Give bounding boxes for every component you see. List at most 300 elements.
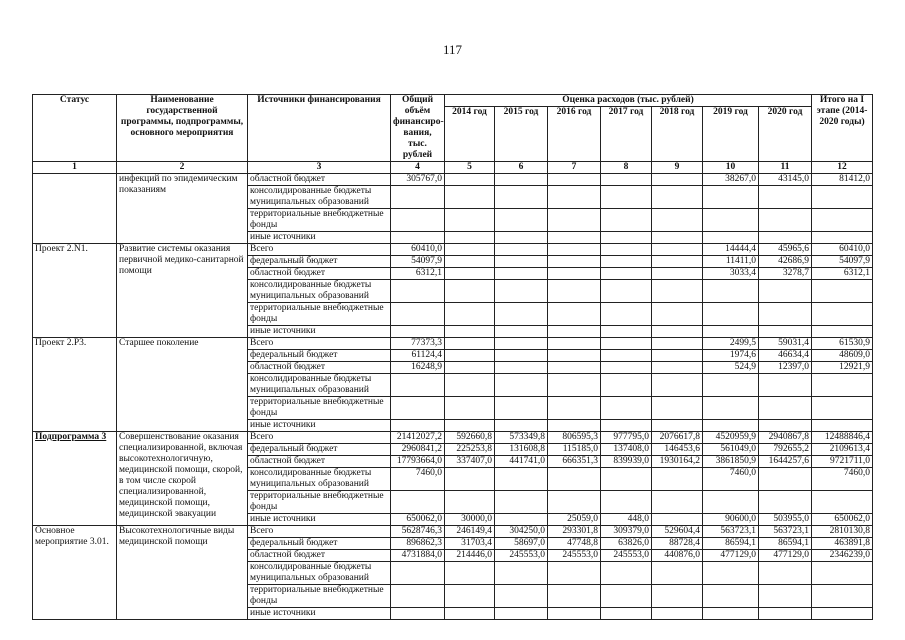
status-cell [33,174,117,244]
source-cell: иные источники [248,420,391,432]
year-value-cell [652,491,703,514]
source-cell: консолидированные бюджеты муниципальных образований [248,562,391,585]
name-cell: Развитие системы оказания первичной медико-санитарной помощи [117,244,248,338]
year-value-cell [445,326,495,338]
year-value-cell [445,374,495,397]
total-volume-cell [391,420,445,432]
year-value-cell [495,608,548,620]
year-value-cell: 47748,8 [548,538,601,550]
year-value-cell [601,468,652,491]
source-cell: Всего [248,526,391,538]
year-value-cell [495,468,548,491]
column-number: 3 [248,162,391,174]
year-value-cell [703,585,759,608]
year-value-cell [703,209,759,232]
year-value-cell: 3861850,9 [703,456,759,468]
header-status: Статус [33,95,117,162]
year-value-cell [548,374,601,397]
year-value-cell [703,397,759,420]
source-cell: иные источники [248,608,391,620]
year-value-cell [601,350,652,362]
stage-total-cell: 2346239,0 [812,550,873,562]
stage-total-cell: 48609,0 [812,350,873,362]
year-value-cell [759,209,812,232]
year-value-cell [445,186,495,209]
year-value-cell [548,303,601,326]
year-value-cell [652,562,703,585]
year-value-cell [495,397,548,420]
year-value-cell [548,174,601,186]
source-cell: областной бюджет [248,456,391,468]
year-value-cell: 529604,4 [652,526,703,538]
header-year: 2014 год [445,107,495,162]
source-cell: федеральный бюджет [248,538,391,550]
year-value-cell [445,174,495,186]
year-value-cell [445,562,495,585]
year-value-cell: 563723,1 [703,526,759,538]
stage-total-cell [812,232,873,244]
year-value-cell [495,514,548,526]
total-volume-cell: 6312,1 [391,268,445,280]
total-volume-cell: 61124,4 [391,350,445,362]
year-value-cell [495,232,548,244]
financing-table [32,94,873,620]
year-value-cell: 503955,0 [759,514,812,526]
year-value-cell [548,362,601,374]
status-cell: Проект 2.Р3. [33,338,117,432]
header-year: 2019 год [703,107,759,162]
year-value-cell [548,562,601,585]
year-value-cell: 46634,4 [759,350,812,362]
year-value-cell [759,303,812,326]
year-value-cell [703,491,759,514]
year-value-cell [445,268,495,280]
year-value-cell: 88728,4 [652,538,703,550]
year-value-cell [759,232,812,244]
year-value-cell [759,397,812,420]
year-value-cell [759,491,812,514]
year-value-cell [759,468,812,491]
year-value-cell: 131608,8 [495,444,548,456]
name-cell: Совершенствование оказания специализированной, включая высокотехнологичную, медицинской помощи, скорой, в том числе скорой специализированной, медицинской помощи, медицинской эвакуации [117,432,248,526]
year-value-cell [601,244,652,256]
stage-total-cell [812,303,873,326]
stage-total-cell [812,280,873,303]
year-value-cell [495,326,548,338]
total-volume-cell [391,374,445,397]
year-value-cell: 90600,0 [703,514,759,526]
year-value-cell [652,338,703,350]
year-value-cell [601,608,652,620]
year-value-cell [703,280,759,303]
stage-total-cell [812,608,873,620]
year-value-cell [495,280,548,303]
year-value-cell [601,268,652,280]
year-value-cell [445,256,495,268]
stage-total-cell [812,491,873,514]
year-value-cell [548,209,601,232]
year-value-cell [703,374,759,397]
year-value-cell [495,420,548,432]
year-value-cell: 2076617,8 [652,432,703,444]
year-value-cell [703,303,759,326]
column-number: 12 [812,162,873,174]
year-value-cell [703,232,759,244]
year-value-cell [445,280,495,303]
year-value-cell: 3033,4 [703,268,759,280]
source-cell: иные источники [248,326,391,338]
page-number: 117 [442,42,463,57]
source-cell: федеральный бюджет [248,444,391,456]
year-value-cell: 592660,8 [445,432,495,444]
stage-total-cell: 61530,9 [812,338,873,350]
header-year: 2020 год [759,107,812,162]
status-cell: Подпрограмма 3 [33,432,117,526]
table-row [33,244,873,256]
column-number: 2 [117,162,248,174]
source-cell: областной бюджет [248,550,391,562]
stage-total-cell: 60410,0 [812,244,873,256]
source-cell: федеральный бюджет [248,350,391,362]
year-value-cell [548,280,601,303]
table-row [33,526,873,538]
year-value-cell [652,280,703,303]
year-value-cell [495,491,548,514]
year-value-cell: 3278,7 [759,268,812,280]
year-value-cell [495,303,548,326]
year-value-cell [548,244,601,256]
year-value-cell: 337407,0 [445,456,495,468]
year-value-cell: 30000,0 [445,514,495,526]
year-value-cell [703,562,759,585]
table-row [33,174,873,186]
year-value-cell [548,350,601,362]
year-value-cell: 42686,9 [759,256,812,268]
year-value-cell: 293301,8 [548,526,601,538]
year-value-cell: 86594,1 [759,538,812,550]
total-volume-cell: 21412027,2 [391,432,445,444]
year-value-cell [548,585,601,608]
year-value-cell [652,174,703,186]
year-value-cell: 59031,4 [759,338,812,350]
header-year: 2018 год [652,107,703,162]
year-value-cell [495,174,548,186]
year-value-cell: 440876,0 [652,550,703,562]
year-value-cell [601,174,652,186]
column-number: 10 [703,162,759,174]
year-value-cell: 115185,0 [548,444,601,456]
year-value-cell [601,585,652,608]
year-value-cell: 563723,1 [759,526,812,538]
year-value-cell [759,608,812,620]
header-row-1 [33,95,873,107]
year-value-cell: 45965,6 [759,244,812,256]
year-value-cell [601,491,652,514]
total-volume-cell [391,608,445,620]
source-cell: территориальные внебюджетные фонды [248,585,391,608]
stage-total-cell [812,562,873,585]
stage-total-cell: 6312,1 [812,268,873,280]
year-value-cell [652,209,703,232]
year-value-cell [601,303,652,326]
year-value-cell: 214446,0 [445,550,495,562]
year-value-cell [652,374,703,397]
total-volume-cell: 2960841,2 [391,444,445,456]
year-value-cell [601,562,652,585]
name-cell: Старшее поколение [117,338,248,432]
stage-total-cell: 12921,9 [812,362,873,374]
year-value-cell [759,374,812,397]
year-value-cell [445,420,495,432]
year-value-cell [652,420,703,432]
source-cell: консолидированные бюджеты муниципальных образований [248,374,391,397]
year-value-cell: 4520959,9 [703,432,759,444]
year-value-cell: 25059,0 [548,514,601,526]
header-year: 2016 год [548,107,601,162]
header-stage-total: Итого на I этапе (2014-2020 годы) [812,95,873,162]
year-value-cell [445,608,495,620]
header-total-volume: Общий объём финансиро-вания, тыс. рублей [391,95,445,162]
year-value-cell [495,562,548,585]
stage-total-cell: 2810130,8 [812,526,873,538]
year-value-cell [495,268,548,280]
total-volume-cell: 650062,0 [391,514,445,526]
source-cell: иные источники [248,514,391,526]
year-value-cell [445,244,495,256]
total-volume-cell: 7460,0 [391,468,445,491]
stage-total-cell: 9721711,0 [812,456,873,468]
year-value-cell [495,256,548,268]
stage-total-cell [812,374,873,397]
total-volume-cell [391,209,445,232]
column-number: 7 [548,162,601,174]
year-value-cell [601,362,652,374]
year-value-cell [548,491,601,514]
year-value-cell: 2499,5 [703,338,759,350]
table-body [33,174,873,620]
year-value-cell: 1974,6 [703,350,759,362]
header-year: 2015 год [495,107,548,162]
year-value-cell [495,209,548,232]
year-value-cell: 792655,2 [759,444,812,456]
year-value-cell [652,256,703,268]
year-value-cell [548,268,601,280]
total-volume-cell: 54097,9 [391,256,445,268]
column-number: 5 [445,162,495,174]
source-cell: территориальные внебюджетные фонды [248,491,391,514]
total-volume-cell: 16248,9 [391,362,445,374]
year-value-cell [548,186,601,209]
total-volume-cell [391,397,445,420]
year-value-cell [759,562,812,585]
year-value-cell [652,303,703,326]
year-value-cell [445,362,495,374]
year-value-cell: 477129,0 [759,550,812,562]
year-value-cell: 977795,0 [601,432,652,444]
name-cell: инфекций по эпидемическим показаниям [117,174,248,244]
stage-total-cell [812,186,873,209]
source-cell: областной бюджет [248,362,391,374]
source-cell: территориальные внебюджетные фонды [248,303,391,326]
year-value-cell [495,350,548,362]
year-value-cell [445,397,495,420]
year-value-cell [495,244,548,256]
year-value-cell [601,232,652,244]
year-value-cell [652,514,703,526]
source-cell: территориальные внебюджетные фонды [248,209,391,232]
year-value-cell [601,338,652,350]
source-cell: Всего [248,432,391,444]
year-value-cell [601,326,652,338]
year-value-cell [601,280,652,303]
year-value-cell: 448,0 [601,514,652,526]
stage-total-cell: 650062,0 [812,514,873,526]
year-value-cell: 31703,4 [445,538,495,550]
year-value-cell: 666351,3 [548,456,601,468]
total-volume-cell [391,491,445,514]
year-value-cell [652,326,703,338]
year-value-cell: 839939,0 [601,456,652,468]
year-value-cell [495,362,548,374]
year-value-cell [548,420,601,432]
year-value-cell [548,232,601,244]
year-value-cell: 11411,0 [703,256,759,268]
year-value-cell [703,420,759,432]
year-value-cell [495,186,548,209]
year-value-cell: 12397,0 [759,362,812,374]
year-value-cell [652,244,703,256]
header-name: Наименование государственной программы, подпрограммы, основного мероприятия [117,95,248,162]
stage-total-cell: 7460,0 [812,468,873,491]
year-value-cell [548,468,601,491]
header-estimate: Оценка расходов (тыс. рублей) [445,95,812,107]
year-value-cell [652,608,703,620]
stage-total-cell: 2109613,4 [812,444,873,456]
name-cell: Высокотехнологичные виды медицинской помощи [117,526,248,620]
year-value-cell: 14444,4 [703,244,759,256]
stage-total-cell [812,209,873,232]
year-value-cell: 524,9 [703,362,759,374]
year-value-cell [652,350,703,362]
year-value-cell [703,326,759,338]
year-value-cell [703,186,759,209]
year-value-cell [652,397,703,420]
source-cell: Всего [248,244,391,256]
year-value-cell: 137408,0 [601,444,652,456]
source-cell: Всего [248,338,391,350]
year-value-cell: 225253,8 [445,444,495,456]
header-sources: Источники финансирования [248,95,391,162]
column-number: 8 [601,162,652,174]
source-cell: иные источники [248,232,391,244]
year-value-cell [759,280,812,303]
year-value-cell: 561049,0 [703,444,759,456]
year-value-cell [601,374,652,397]
year-value-cell [759,585,812,608]
year-value-cell: 38267,0 [703,174,759,186]
table-row [33,432,873,444]
year-value-cell [548,397,601,420]
stage-total-cell: 463891,8 [812,538,873,550]
column-number: 6 [495,162,548,174]
year-value-cell: 245553,0 [601,550,652,562]
total-volume-cell [391,562,445,585]
year-value-cell [601,209,652,232]
year-value-cell: 477129,0 [703,550,759,562]
year-value-cell [445,303,495,326]
column-number: 4 [391,162,445,174]
column-number: 11 [759,162,812,174]
year-value-cell [652,585,703,608]
total-volume-cell: 896862,3 [391,538,445,550]
total-volume-cell: 17793664,0 [391,456,445,468]
source-cell: консолидированные бюджеты муниципальных образований [248,280,391,303]
year-value-cell: 43145,0 [759,174,812,186]
year-value-cell [703,608,759,620]
total-volume-cell [391,280,445,303]
year-value-cell: 146453,6 [652,444,703,456]
year-value-cell: 309379,0 [601,526,652,538]
year-value-cell [445,350,495,362]
stage-total-cell: 81412,0 [812,174,873,186]
year-value-cell [652,232,703,244]
total-volume-cell [391,186,445,209]
year-value-cell [759,420,812,432]
year-value-cell: 86594,1 [703,538,759,550]
header-year: 2017 год [601,107,652,162]
year-value-cell [548,326,601,338]
total-volume-cell: 77373,3 [391,338,445,350]
year-value-cell [445,338,495,350]
year-value-cell: 806595,3 [548,432,601,444]
year-value-cell: 1644257,6 [759,456,812,468]
total-volume-cell: 5628746,3 [391,526,445,538]
stage-total-cell: 12488846,4 [812,432,873,444]
year-value-cell: 1930164,2 [652,456,703,468]
year-value-cell [548,338,601,350]
stage-total-cell: 54097,9 [812,256,873,268]
source-cell: консолидированные бюджеты муниципальных образований [248,468,391,491]
total-volume-cell [391,303,445,326]
total-volume-cell [391,326,445,338]
column-number: 9 [652,162,703,174]
year-value-cell [759,326,812,338]
year-value-cell: 573349,8 [495,432,548,444]
total-volume-cell: 60410,0 [391,244,445,256]
stage-total-cell [812,585,873,608]
source-cell: консолидированные бюджеты муниципальных образований [248,186,391,209]
status-cell: Основное мероприятие 3.01. [33,526,117,620]
year-value-cell [445,209,495,232]
total-volume-cell: 4731884,0 [391,550,445,562]
stage-total-cell [812,397,873,420]
status-cell: Проект 2.N1. [33,244,117,338]
year-value-cell: 246149,4 [445,526,495,538]
column-number: 1 [33,162,117,174]
year-value-cell [652,362,703,374]
source-cell: областной бюджет [248,268,391,280]
source-cell: федеральный бюджет [248,256,391,268]
year-value-cell: 304250,0 [495,526,548,538]
year-value-cell [601,186,652,209]
year-value-cell [495,374,548,397]
year-value-cell: 2940867,8 [759,432,812,444]
year-value-cell: 245553,0 [548,550,601,562]
year-value-cell [601,420,652,432]
year-value-cell [445,468,495,491]
year-value-cell [548,256,601,268]
year-value-cell [652,468,703,491]
